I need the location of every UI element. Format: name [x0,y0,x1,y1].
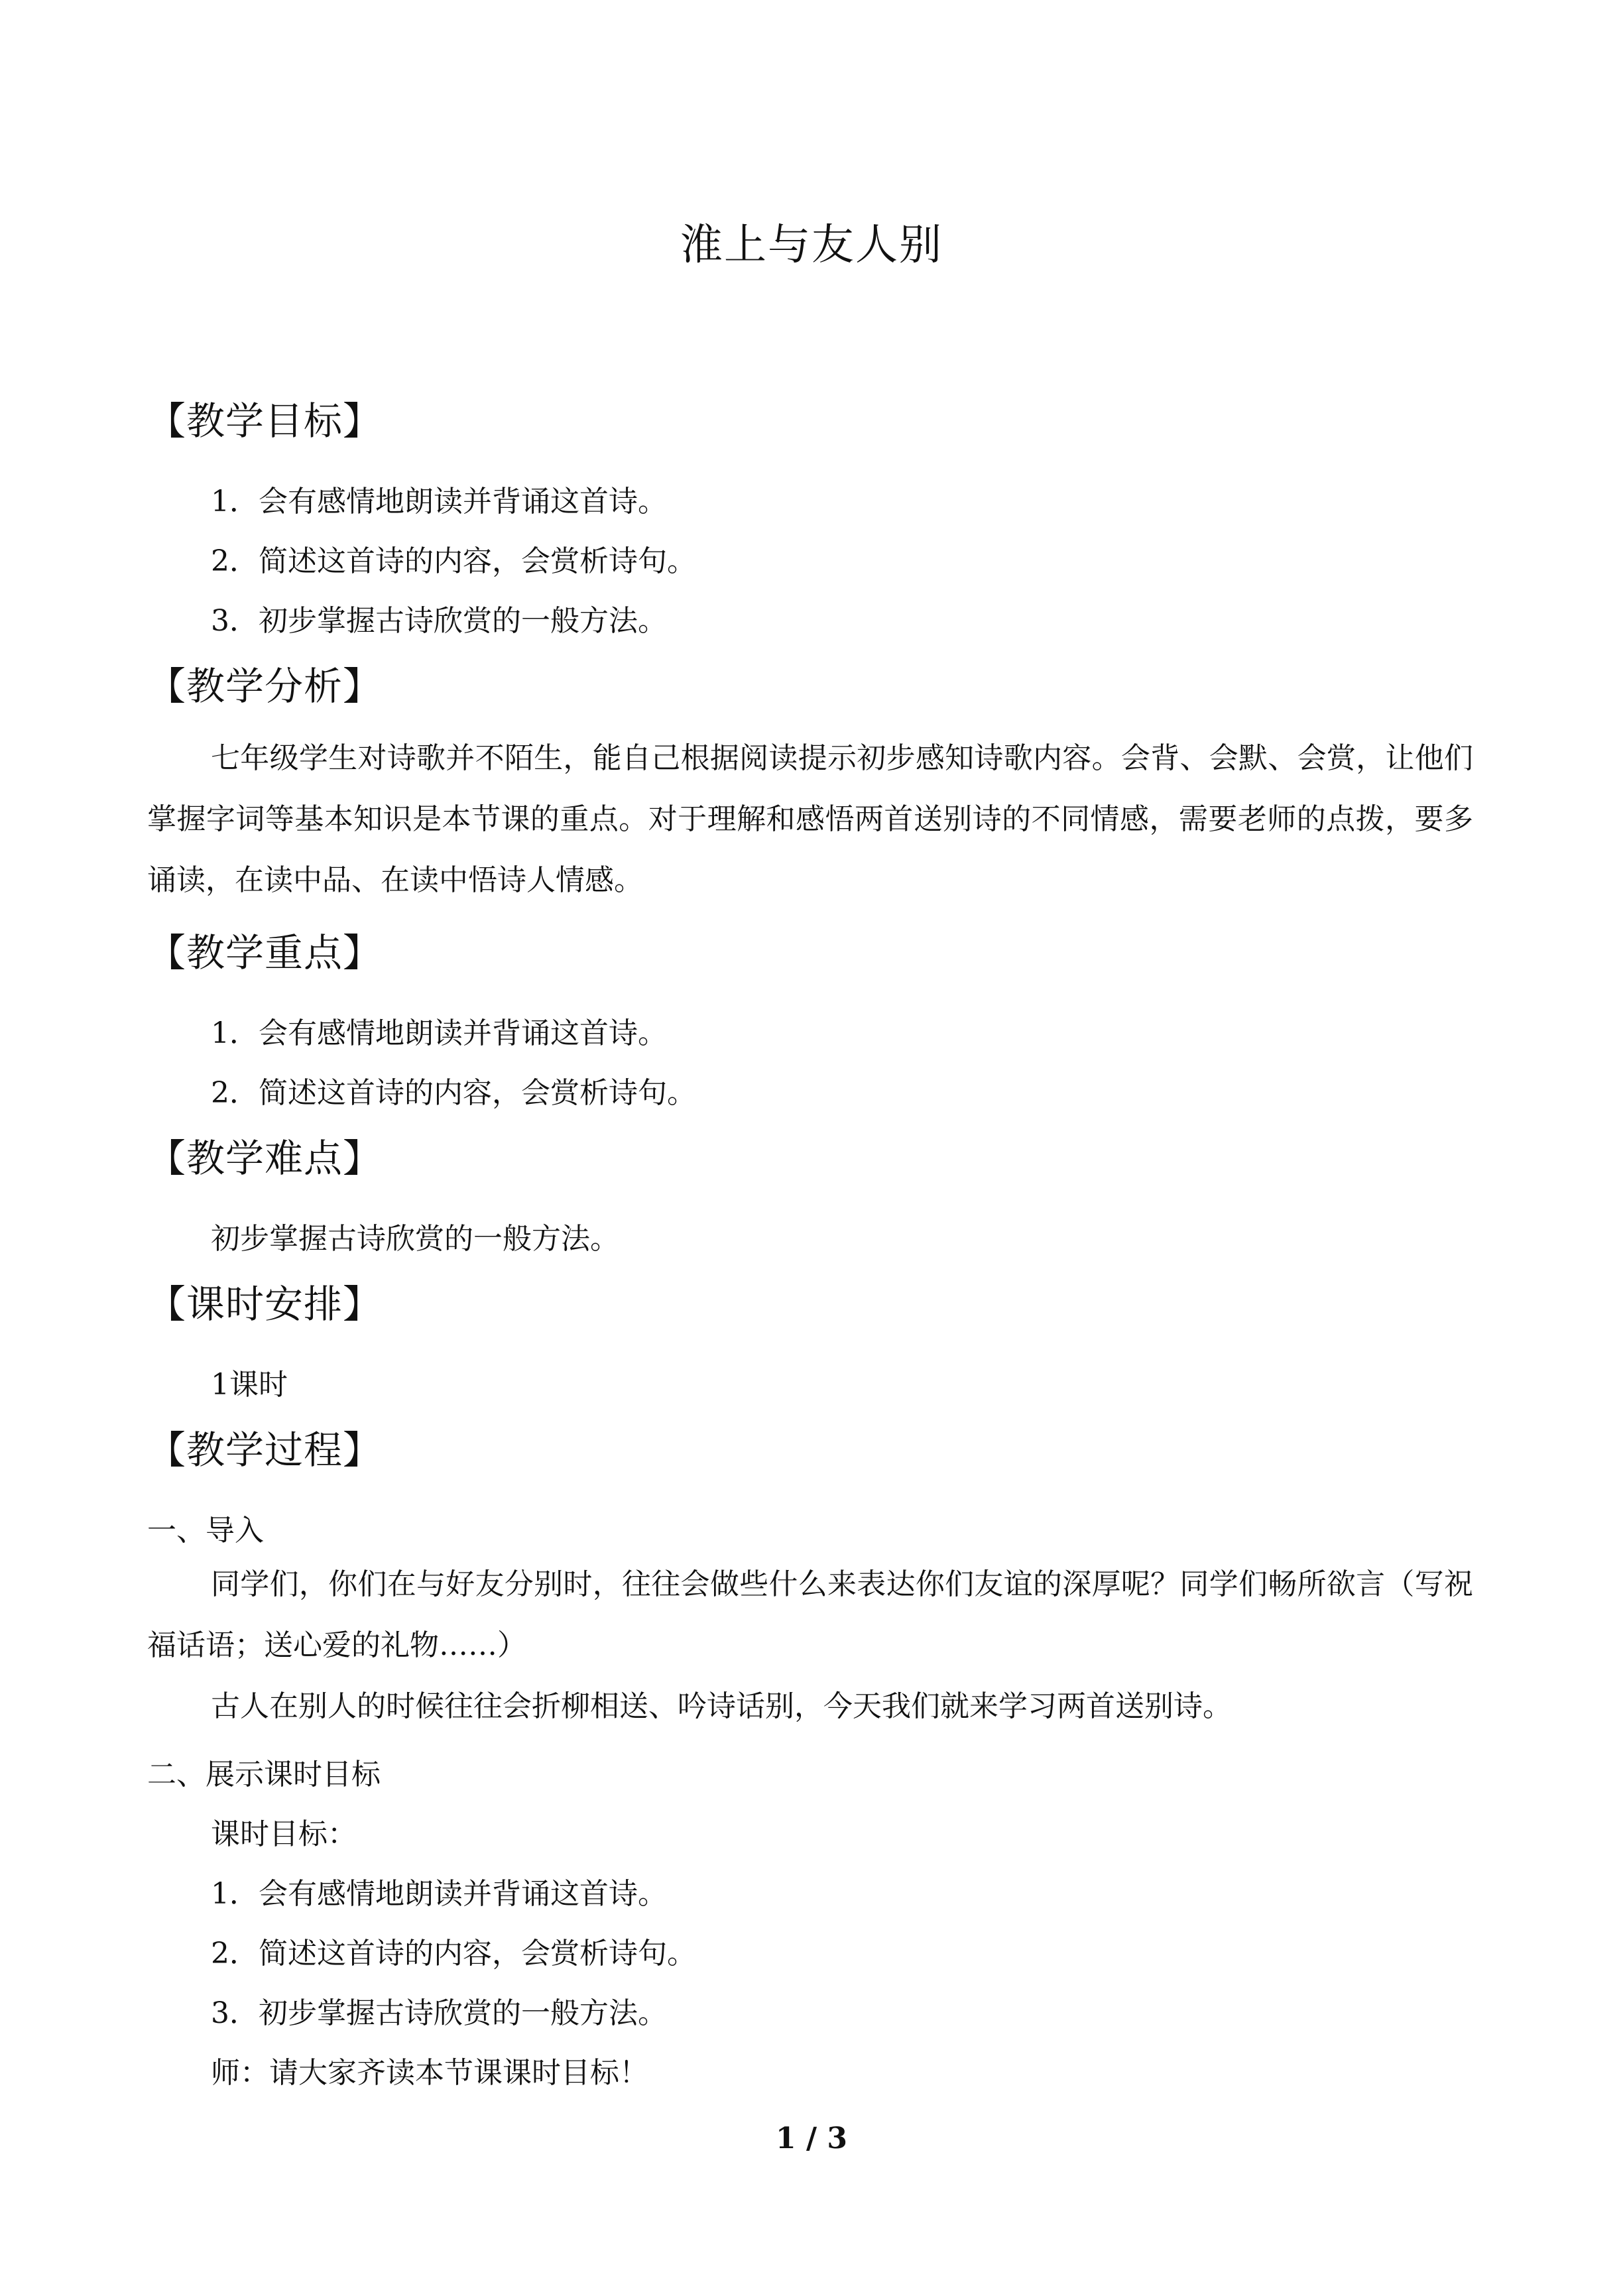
objective-item: 1．会有感情地朗读并背诵这首诗。 [211,485,667,518]
goal-item: 3．初步掌握古诗欣赏的一般方法。 [211,1996,667,2030]
key-point-item: 1．会有感情地朗读并背诵这首诗。 [211,1016,667,1050]
difficulty-heading: 【教学难点】 [147,1136,383,1181]
process-heading: 【教学过程】 [147,1427,383,1473]
goal-item: 1．会有感情地朗读并背诵这首诗。 [211,1877,667,1911]
intro-paragraph: 同学们，你们在与好友分别时，往往会做些什么来表达你们友谊的深厚呢？同学们畅所欲言（写祝福话语；送心爱的礼物……） [147,1567,1473,1662]
goals-section-title: 二、展示课时目标 [147,1758,381,1791]
key-point-item: 2．简述这首诗的内容，会赏析诗句。 [211,1076,696,1110]
schedule-text: 1课时 [211,1368,288,1402]
difficulty-text: 初步掌握古诗欣赏的一般方法。 [211,1222,619,1256]
objective-item: 2．简述这首诗的内容，会赏析诗句。 [211,544,696,578]
teacher-instruction: 师：请大家齐读本节课课时目标！ [211,2056,648,2090]
goal-item: 2．简述这首诗的内容，会赏析诗句。 [211,1937,696,1970]
page-title: 淮上与友人别 [680,221,943,270]
goals-label: 课时目标： [211,1817,357,1851]
schedule-heading: 【课时安排】 [147,1282,383,1327]
key-points-heading: 【教学重点】 [147,930,383,975]
objective-item: 3．初步掌握古诗欣赏的一般方法。 [211,604,667,638]
intro-section-title: 一、导入 [147,1514,264,1547]
analysis-paragraph: 七年级学生对诗歌并不陌生，能自己根据阅读提示初步感知诗歌内容。会背、会默、会赏，让他们掌握字词等基本知识是本节课的重点。对于理解和感悟两首送别诗的不同情感，需要老师的点拨，要多诵读，在读中品、在读中悟诗人情感。 [147,741,1473,897]
objectives-heading: 【教学目标】 [147,398,383,444]
page-number: 1 / 3 [776,2122,847,2155]
intro-paragraph-2: 古人在别人的时候往往会折柳相送、吟诗话别，今天我们就来学习两首送别诗。 [211,1689,1232,1723]
analysis-heading: 【教学分析】 [147,664,383,709]
